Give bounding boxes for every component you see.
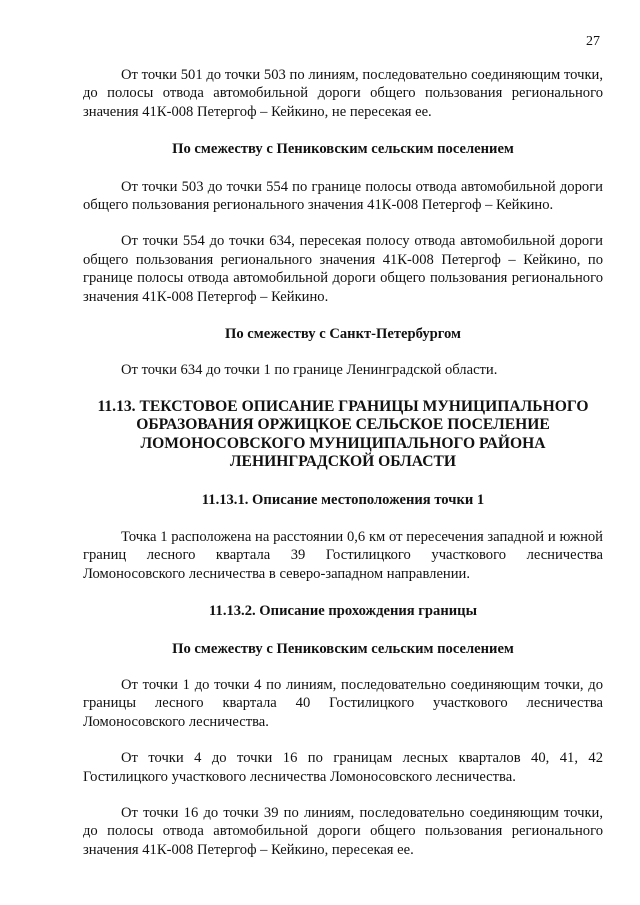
section-title-11-13: 11.13. ТЕКСТОВОЕ ОПИСАНИЕ ГРАНИЦЫ МУНИЦИПАЛЬНОГО ОБРАЗОВАНИЯ ОРЖИЦКОЕ СЕЛЬСКОЕ ПОСЕЛЕНИЕ ЛОМОНОСОВСКОГО МУНИЦИПАЛЬНОГО РАЙОНА ЛЕНИНГРАДСКОЙ ОБЛАСТИ <box>97 397 589 471</box>
subheading-penikovskoe-1: По смежеству с Пениковским сельским поселением <box>172 141 514 158</box>
subheading-penikovskoe-2: По смежеству с Пениковским сельским поселением <box>172 640 514 657</box>
document-body <box>83 66 603 859</box>
paragraph-16-39: От точки 16 до точки 39 по линиям, последовательно соединяющим точки, до полосы отвода автомобильной дороги общего пользования регионального значения 41К-008 Петергоф – Кейкино, пересекая ее. <box>83 804 603 858</box>
subheading-11-13-1: 11.13.1. Описание местоположения точки 1 <box>201 491 485 508</box>
paragraph-4-16: От точки 4 до точки 16 по границам лесных кварталов 40, 41, 42 Гостилицкого участкового лесничества Ломоносовского лесничества. <box>83 750 603 785</box>
paragraph-point-1-location: Точка 1 расположена на расстоянии 0,6 км от пересечения западной и южной границ лесного квартала 39 Гостилицкого участкового лесничества Ломоносовского лесничества в северо-западном направлении. <box>83 528 603 582</box>
paragraph-501-503: От точки 501 до точки 503 по линиям, последовательно соединяющим точки, до полосы отвода автомобильной дороги общего пользования регионального значения 41К-008 Петергоф – Кейкино, не пересекая ее. <box>83 67 603 120</box>
paragraph-554-634: От точки 554 до точки 634, пересекая полосу отвода автомобильной дороги общего пользования регионального значения 41К-008 Петергоф – Кейкино, по границе полосы отвода автомобильной дороги общего пользования регионального значения 41К-008 Петергоф – Кейкино. <box>83 233 603 305</box>
paragraph-634-1: От точки 634 до точки 1 по границе Ленинградской области. <box>121 362 498 379</box>
subheading-11-13-2: 11.13.2. Описание прохождения границы <box>209 603 477 620</box>
paragraph-503-554: От точки 503 до точки 554 по границе полосы отвода автомобильной дороги общего пользования регионального значения 41К-008 Петергоф – Кейкино. <box>83 178 603 214</box>
page-number: 27 <box>586 34 600 49</box>
subheading-saint-petersburg: По смежеству с Санкт-Петербургом <box>225 326 461 343</box>
paragraph-1-4: От точки 1 до точки 4 по линиям, последовательно соединяющим точки, до границы лесного квартала 40 Гостилицкого участкового лесничества Ломоносовского лесничества. <box>83 676 603 730</box>
